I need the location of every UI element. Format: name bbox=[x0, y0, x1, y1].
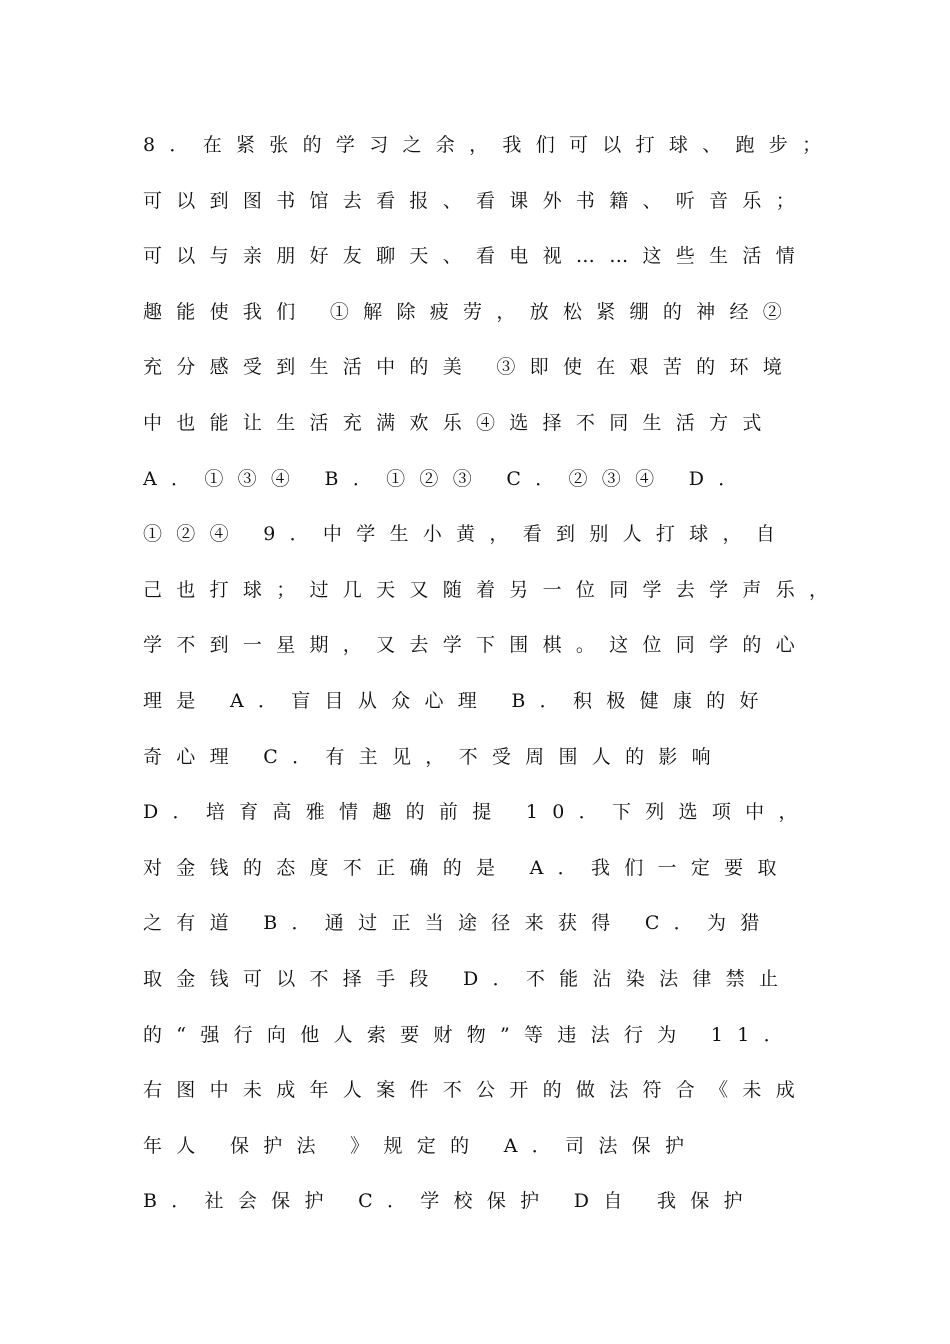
text-line: 取金钱可以不择手段 D．不能沾染法律禁止 bbox=[143, 967, 793, 990]
text-line: 充分感受到生活中的美 ③即使在艰苦的环境 bbox=[143, 356, 797, 379]
text-line: 奇心理 C．有主见，不受周围人的影响 bbox=[143, 745, 725, 768]
text-line: 中也能让生活充满欢乐④选择不同生活方式 bbox=[143, 411, 776, 434]
text-line: 8．在紧张的学习之余，我们可以打球、跑步； bbox=[143, 134, 836, 156]
text-line: 可以与亲朋好友聊天、看电视……这些生活情 bbox=[143, 245, 810, 268]
text-line: 趣能使我们 ①解除疲劳，放松紧绷的神经② bbox=[143, 300, 797, 323]
text-line: 之有道 B．通过正当途径来获得 C．为猎 bbox=[143, 912, 774, 935]
text-line: ①②④ 9．中学生小黄，看到别人打球，自 bbox=[143, 523, 790, 546]
text-line: 年人 保护法 》规定的 A．司法保护 bbox=[143, 1134, 699, 1157]
text-line: D．培育高雅情趣的前提 10．下列选项中， bbox=[143, 801, 812, 824]
text-line: 可以到图书馆去看报、看课外书籍、听音乐； bbox=[143, 189, 810, 212]
text-line: A．①③④ B．①②③ C．②③④ D． bbox=[143, 467, 752, 490]
text-line: 己也打球；过几天又随着另一位同学去学声乐， bbox=[143, 578, 843, 601]
text-line: 学不到一星期，又去学下围棋。这位同学的心 bbox=[143, 634, 810, 657]
text-line: 理是 A．盲目从众心理 B．积极健康的好 bbox=[143, 689, 773, 712]
question-text-block bbox=[143, 128, 843, 1240]
text-line: 的“强行向他人索要财物”等违法行为 11． bbox=[143, 1023, 797, 1046]
text-line: 对金钱的态度不正确的是 A．我们一定要取 bbox=[143, 856, 791, 879]
text-line: 右图中未成年人案件不公开的做法符合《未成 bbox=[143, 1079, 810, 1102]
text-line: B．社会保护 C．学校保护 D自 我保护 bbox=[143, 1190, 757, 1213]
